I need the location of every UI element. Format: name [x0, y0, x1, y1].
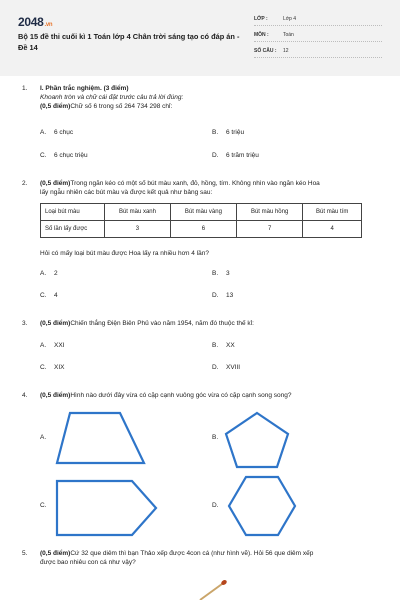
option-c[interactable] — [40, 152, 88, 161]
meta-subject — [254, 30, 382, 42]
table-cell: Bút màu hồng — [236, 204, 302, 221]
meta-subject-value: Toán — [283, 32, 294, 38]
matchstick-illustration — [196, 578, 236, 600]
table-cell: Loại bút màu — [41, 204, 105, 221]
option-letter: B. — [212, 270, 219, 277]
option-text: 4 — [54, 292, 58, 299]
pen-color-table — [40, 203, 362, 238]
trapezoid-shape — [52, 410, 152, 466]
question-body — [40, 550, 382, 568]
meta-subject-label: MÔN : — [254, 32, 269, 38]
question-text — [40, 550, 382, 559]
option-b[interactable] — [212, 342, 235, 351]
option-text: 6 trăm triệu — [226, 152, 259, 159]
option-letter: C. — [40, 502, 47, 509]
question-text-continued: được bao nhiêu con cá như vậy? — [40, 558, 136, 566]
question-4 — [22, 392, 382, 404]
question-number: 3. — [22, 320, 28, 327]
question-number: 5. — [22, 550, 28, 557]
question-3 — [22, 320, 382, 332]
site-logo[interactable] — [18, 14, 52, 30]
logo-text: 2048 — [18, 15, 44, 29]
option-b[interactable] — [212, 129, 244, 138]
question-text — [40, 180, 382, 189]
question-content: Chữ số 6 trong số 264 734 298 chỉ: — [70, 102, 173, 110]
points-label: (0,5 điểm) — [40, 180, 71, 187]
option-d[interactable] — [212, 292, 233, 301]
question-text-continued: lấy ngẫu nhiên các bút màu và được kết quả như bảng sau: — [40, 188, 213, 196]
table-cell: 7 — [236, 221, 302, 238]
question-content: Chiến thắng Điện Biên Phủ vào năm 1954, năm đó thuộc thế kỉ: — [70, 320, 254, 327]
document-title: Bộ 15 đề thi cuối kì 1 Toán lớp 4 Chân trời sáng tạo có đáp án - Đề 14 — [18, 32, 240, 52]
question-5 — [22, 550, 382, 574]
option-text: XVIII — [226, 364, 241, 371]
option-text: 6 chục triệu — [54, 152, 88, 159]
question-number: 4. — [22, 392, 28, 399]
option-text: 6 triệu — [226, 129, 245, 136]
table-cell: 3 — [105, 221, 171, 238]
question-body — [40, 320, 382, 329]
option-letter: D. — [212, 152, 219, 159]
option-letter: D. — [212, 502, 219, 509]
pentagon-shape — [222, 410, 292, 470]
meta-count-value: 12 — [283, 48, 289, 54]
option-text: 2 — [54, 270, 58, 277]
option-letter: A. — [40, 342, 47, 349]
points-label: (0,5 điểm) — [40, 392, 71, 399]
option-a[interactable] — [40, 270, 58, 279]
option-d[interactable] — [212, 502, 226, 511]
question-2-prompt: Hỏi có mấy loại bút màu được Hoa lấy ra nhiều hơn 4 lần? — [40, 250, 209, 257]
document-header — [0, 0, 400, 76]
table-cell: Bút màu tím — [303, 204, 362, 221]
option-d[interactable] — [212, 364, 240, 373]
meta-grade-label: LỚP : — [254, 16, 268, 22]
option-letter: C. — [40, 292, 47, 299]
option-text: 6 chục — [54, 129, 74, 136]
option-letter: A. — [40, 434, 47, 441]
option-b[interactable] — [212, 270, 230, 279]
question-text — [40, 103, 382, 112]
hexagon-shape — [226, 474, 298, 538]
question-content: Trong ngăn kéo có một số bút màu xanh, đỏ, hồng, tím. Không nhìn vào ngăn kéo Hoa — [70, 180, 320, 187]
question-text — [40, 392, 382, 401]
question-text — [40, 320, 382, 329]
question-content: Hình nào dưới đây vừa có cặp cạnh vuông góc vừa có cặp cạnh song song? — [70, 392, 292, 399]
points-label: (0,5 điểm) — [40, 550, 71, 557]
table-cell: Bút màu vàng — [170, 204, 236, 221]
option-letter: D. — [212, 364, 219, 371]
option-text: 13 — [226, 292, 234, 299]
table-cell: 6 — [170, 221, 236, 238]
section-heading: I. Phần trắc nghiệm. (3 điểm) — [40, 85, 129, 92]
points-label: (0,5 điểm) — [40, 102, 71, 110]
option-text: XIX — [54, 364, 65, 371]
option-letter: C. — [40, 152, 47, 159]
option-letter: C. — [40, 364, 47, 371]
meta-question-count — [254, 46, 382, 58]
option-letter: B. — [212, 129, 219, 136]
option-c[interactable] — [40, 364, 64, 373]
option-letter: A. — [40, 270, 47, 277]
question-body — [40, 392, 382, 401]
meta-grade-value: Lớp 4 — [283, 16, 297, 22]
table-header-row — [41, 204, 362, 221]
table-cell: 4 — [303, 221, 362, 238]
table-cell: Bút màu xanh — [105, 204, 171, 221]
option-text: XXI — [54, 342, 65, 349]
option-letter: B. — [212, 434, 219, 441]
meta-count-label: SỐ CÂU : — [254, 48, 277, 54]
option-letter: A. — [40, 129, 47, 136]
option-d[interactable] — [212, 152, 259, 161]
question-body — [40, 85, 382, 111]
question-content: Cứ 32 que diêm thì bạn Thảo xếp được 4con cá (như hình vẽ). Hỏi 56 que diêm xếp — [70, 550, 314, 557]
option-text: 3 — [226, 270, 230, 277]
meta-grade — [254, 14, 382, 26]
option-letter: D. — [212, 292, 219, 299]
table-cell: Số lần lấy được — [41, 221, 105, 238]
arrow-pentagon-shape — [52, 478, 162, 538]
instruction-text: Khoanh tròn và chữ cái đặt trước câu trả lời đúng: — [40, 93, 184, 101]
question-number: 2. — [22, 180, 28, 187]
option-letter: B. — [212, 342, 219, 349]
table-row — [41, 221, 362, 238]
question-body — [40, 180, 382, 198]
question-number: 1. — [22, 85, 28, 92]
option-text: XX — [226, 342, 235, 349]
option-a[interactable] — [40, 342, 64, 351]
points-label: (0,5 điểm) — [40, 320, 71, 327]
option-c[interactable] — [40, 292, 58, 301]
option-a[interactable] — [40, 129, 73, 138]
question-2 — [22, 180, 382, 204]
logo-suffix: .vn — [44, 22, 53, 28]
